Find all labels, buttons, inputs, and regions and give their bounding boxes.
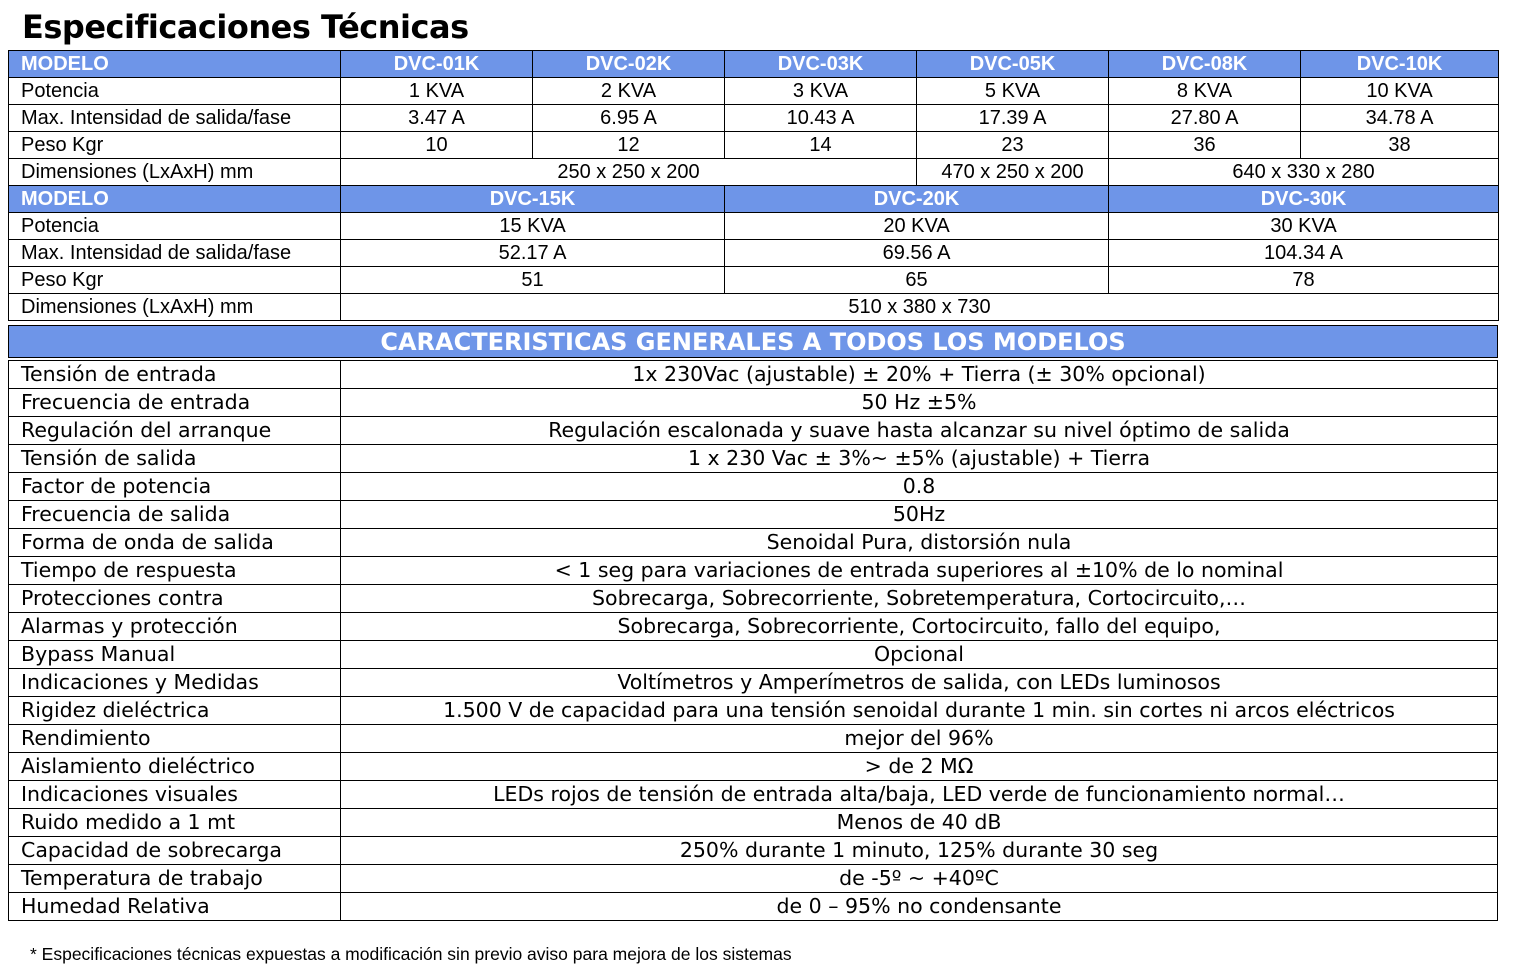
table-cell: 250% durante 1 minuto, 125% durante 30 seg [341,837,1498,865]
page-title: Especificaciones Técnicas [22,8,469,46]
table-cell: Sobrecarga, Sobrecorriente, Cortocircuito, fallo del equipo, [341,613,1498,641]
table-cell: 510 x 380 x 730 [341,294,1499,321]
table-row [9,389,1498,417]
row-label: Protecciones contra [9,585,341,613]
header-cell: DVC-02K [533,51,725,78]
header-cell: DVC-30K [1109,186,1499,213]
table-cell: 27.80 A [1109,105,1301,132]
table-header-row [9,51,1499,78]
table-row [9,132,1499,159]
table-row [9,78,1499,105]
table-cell: 17.39 A [917,105,1109,132]
table-row [9,473,1498,501]
table-cell: 20 KVA [725,213,1109,240]
row-label: Capacidad de sobrecarga [9,837,341,865]
table-cell: 640 x 330 x 280 [1109,159,1499,186]
table-cell: 36 [1109,132,1301,159]
table-row [9,445,1498,473]
header-cell: DVC-01K [341,51,533,78]
header-cell: MODELO [9,51,341,78]
table-cell: > de 2 MΩ [341,753,1498,781]
table-cell: 1.500 V de capacidad para una tensión senoidal durante 1 min. sin cortes ni arcos eléctricos [341,697,1498,725]
table-row [9,781,1498,809]
table-row [9,361,1498,389]
row-label: Forma de onda de salida [9,529,341,557]
header-cell: MODELO [9,186,341,213]
table-row [9,105,1499,132]
table-cell: 52.17 A [341,240,725,267]
table-cell: 10.43 A [725,105,917,132]
table-cell: 8 KVA [1109,78,1301,105]
row-label: Bypass Manual [9,641,341,669]
table-row [9,837,1498,865]
header-cell: DVC-03K [725,51,917,78]
table-row [9,669,1498,697]
table-cell: 15 KVA [341,213,725,240]
general-characteristics-table [8,360,1498,921]
table-header-row [9,186,1499,213]
model-spec-table [8,50,1499,321]
table-cell: 2 KVA [533,78,725,105]
table-cell: 30 KVA [1109,213,1499,240]
header-cell: DVC-15K [341,186,725,213]
table-row [9,613,1498,641]
header-cell: DVC-20K [725,186,1109,213]
table-cell: 3.47 A [341,105,533,132]
row-label: Temperatura de trabajo [9,865,341,893]
table-row [9,893,1498,921]
row-label: Tensión de entrada [9,361,341,389]
table-cell: 50 Hz ±5% [341,389,1498,417]
table-row [9,294,1499,321]
table-cell: Opcional [341,641,1498,669]
row-label: Peso Kgr [9,132,341,159]
table-cell: 470 x 250 x 200 [917,159,1109,186]
table-cell: 10 KVA [1301,78,1499,105]
table-row [9,697,1498,725]
table-row [9,557,1498,585]
row-label: Max. Intensidad de salida/fase [9,105,341,132]
table-row [9,267,1499,294]
row-label: Rigidez dieléctrica [9,697,341,725]
table-row [9,529,1498,557]
table-cell: Menos de 40 dB [341,809,1498,837]
table-cell: < 1 seg para variaciones de entrada superiores al ±10% de lo nominal [341,557,1498,585]
table-cell: 5 KVA [917,78,1109,105]
table-cell: 250 x 250 x 200 [341,159,917,186]
table-cell: 1 x 230 Vac ± 3%~ ±5% (ajustable) + Tierra [341,445,1498,473]
table-row [9,809,1498,837]
row-label: Dimensiones (LxAxH) mm [9,159,341,186]
row-label: Regulación del arranque [9,417,341,445]
table-cell: 1 KVA [341,78,533,105]
general-section-heading: CARACTERISTICAS GENERALES A TODOS LOS MODELOS [8,325,1498,358]
table-cell: 23 [917,132,1109,159]
row-label: Tensión de salida [9,445,341,473]
header-cell: DVC-05K [917,51,1109,78]
row-label: Factor de potencia [9,473,341,501]
row-label: Peso Kgr [9,267,341,294]
row-label: Tiempo de respuesta [9,557,341,585]
table-row [9,159,1499,186]
row-label: Frecuencia de salida [9,501,341,529]
table-cell: 1x 230Vac (ajustable) ± 20% + Tierra (± 30% opcional) [341,361,1498,389]
table-cell: 104.34 A [1109,240,1499,267]
table-cell: 14 [725,132,917,159]
row-label: Rendimiento [9,725,341,753]
table-row [9,240,1499,267]
table-cell: 78 [1109,267,1499,294]
table-cell: Senoidal Pura, distorsión nula [341,529,1498,557]
header-cell: DVC-10K [1301,51,1499,78]
table-row [9,417,1498,445]
table-cell: mejor del 96% [341,725,1498,753]
table-cell: 50Hz [341,501,1498,529]
row-label: Indicaciones visuales [9,781,341,809]
row-label: Potencia [9,78,341,105]
table-cell: LEDs rojos de tensión de entrada alta/baja, LED verde de funcionamiento normal… [341,781,1498,809]
table-cell: 12 [533,132,725,159]
table-row [9,641,1498,669]
table-cell: 69.56 A [725,240,1109,267]
table-cell: 10 [341,132,533,159]
table-cell: 34.78 A [1301,105,1499,132]
row-label: Aislamiento dieléctrico [9,753,341,781]
table-cell: de -5º ~ +40ºC [341,865,1498,893]
table-row [9,213,1499,240]
table-row [9,501,1498,529]
row-label: Indicaciones y Medidas [9,669,341,697]
table-cell: Voltímetros y Amperímetros de salida, con LEDs luminosos [341,669,1498,697]
row-label: Frecuencia de entrada [9,389,341,417]
row-label: Humedad Relativa [9,893,341,921]
table-cell: 6.95 A [533,105,725,132]
table-cell: 65 [725,267,1109,294]
table-cell: Sobrecarga, Sobrecorriente, Sobretemperatura, Cortocircuito,… [341,585,1498,613]
header-cell: DVC-08K [1109,51,1301,78]
table-cell: Regulación escalonada y suave hasta alcanzar su nivel óptimo de salida [341,417,1498,445]
row-label: Alarmas y protección [9,613,341,641]
row-label: Dimensiones (LxAxH) mm [9,294,341,321]
table-row [9,753,1498,781]
row-label: Ruido medido a 1 mt [9,809,341,837]
row-label: Potencia [9,213,341,240]
table-cell: 3 KVA [725,78,917,105]
table-cell: 38 [1301,132,1499,159]
table-cell: 0.8 [341,473,1498,501]
table-row [9,585,1498,613]
table-row [9,725,1498,753]
table-cell: 51 [341,267,725,294]
row-label: Max. Intensidad de salida/fase [9,240,341,267]
table-row [9,865,1498,893]
table-cell: de 0 – 95% no condensante [341,893,1498,921]
footnote: * Especificaciones técnicas expuestas a modificación sin previo aviso para mejora de los sistemas [30,944,792,964]
